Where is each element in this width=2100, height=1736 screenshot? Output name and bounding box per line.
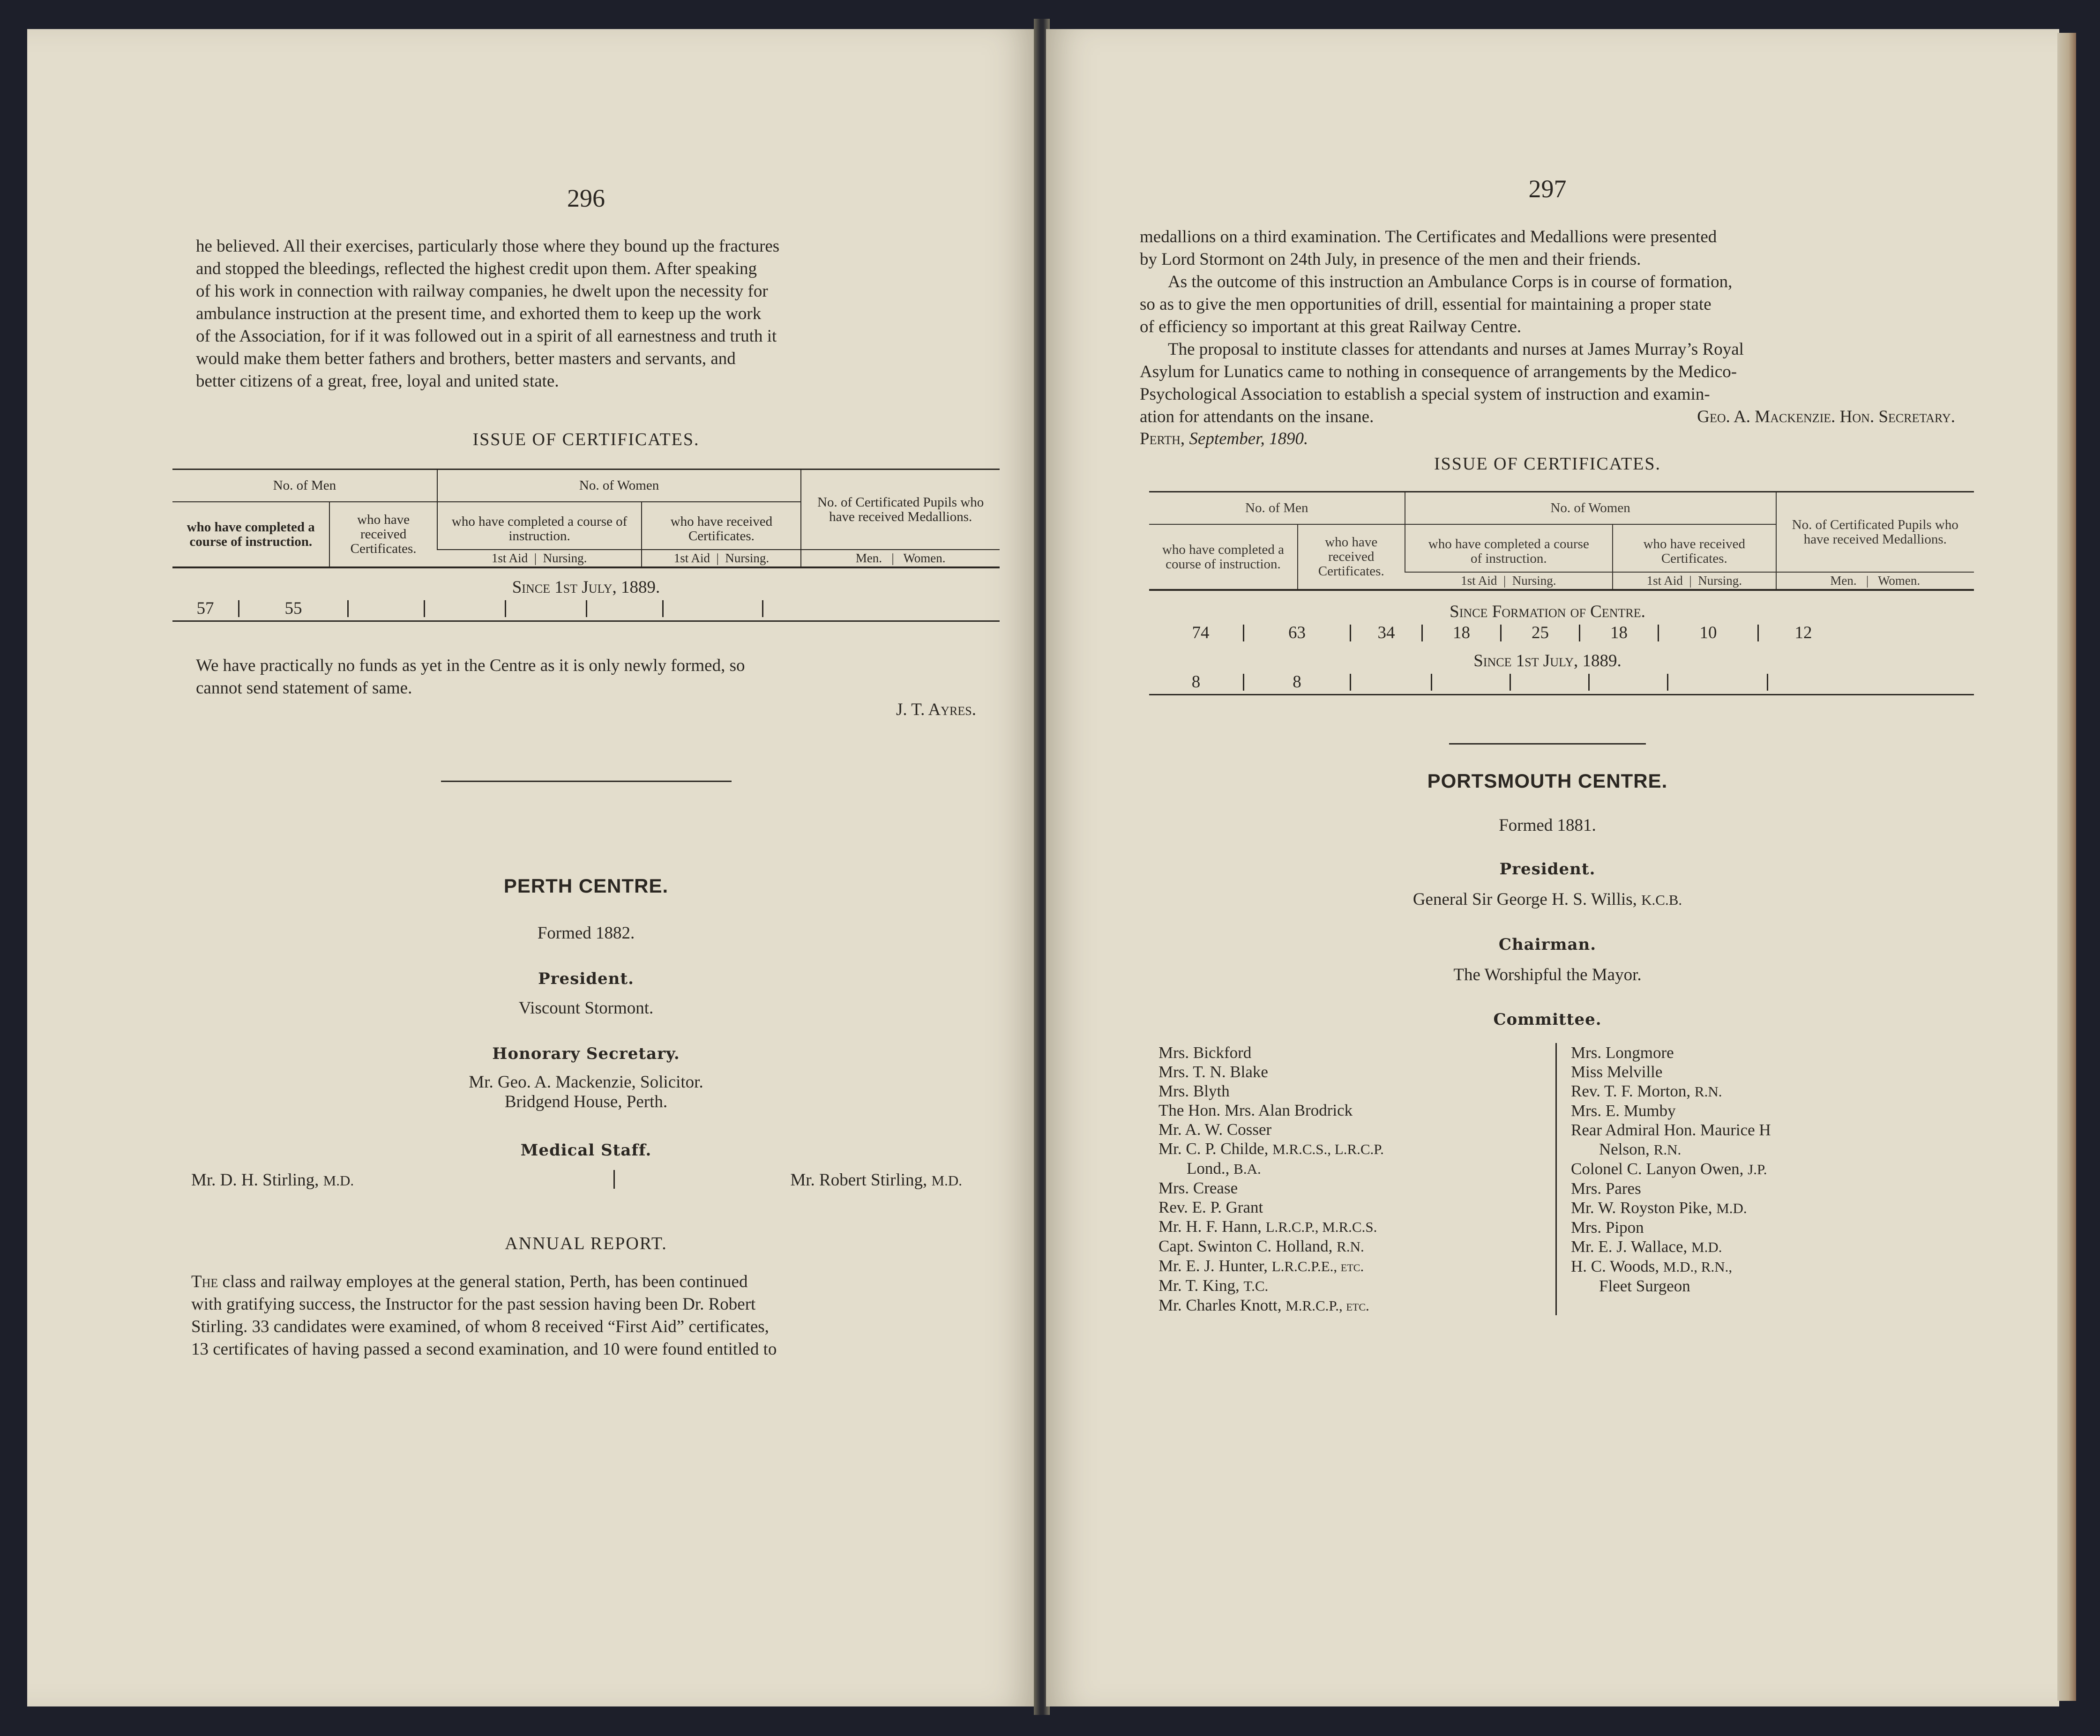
value-cell: 12 <box>1794 623 1812 642</box>
funds-paragraph <box>196 655 976 700</box>
member-qualification: L.R.C.P.E., etc. <box>1271 1258 1364 1274</box>
committee-member <box>1158 1256 1551 1276</box>
text-line: and stopped the bleedings, reflected the highest credit upon them. After speaking <box>196 259 757 278</box>
text-line: would make them better fathers and brothers, better masters and servants, and <box>196 349 736 368</box>
perth-president: Viscount Stormont. <box>518 998 654 1018</box>
since-values-row <box>172 598 1000 622</box>
member-qualification: M.D. <box>1716 1200 1747 1216</box>
committee-member <box>1158 1296 1551 1315</box>
member-qualification: J.P. <box>1748 1161 1767 1177</box>
committee-member <box>1571 1198 1955 1218</box>
value-cell: 25 <box>1532 623 1549 642</box>
committee-member <box>1571 1140 1955 1159</box>
signature-text: Geo. A. Mackenzie. Hon. Secretary. <box>1697 407 1955 426</box>
portsmouth-committee-heading: Committee. <box>1493 1010 1602 1029</box>
issue-heading: ISSUE OF CERTIFICATES. <box>1434 454 1661 474</box>
member-qualification: R.N. <box>1694 1083 1722 1100</box>
president-name: General Sir George H. S. Willis, <box>1412 890 1637 909</box>
dateline-place: Perth, <box>1140 429 1185 448</box>
committee-member <box>1571 1081 1955 1101</box>
since-values-row <box>1149 672 1974 695</box>
dateline-date: September, 1890. <box>1189 429 1308 448</box>
since-label: Since 1st July, 1889. <box>512 578 660 597</box>
page-number: 297 <box>1528 175 1567 203</box>
member-name: Rear Admiral Hon. Maurice H <box>1571 1121 1771 1139</box>
report-first-word: The <box>191 1272 218 1291</box>
member-name: Mrs. E. Mumby <box>1571 1102 1676 1120</box>
col-men-completed: who have completed a course of instruction. <box>1162 542 1284 572</box>
member-qualification: M.D., R.N., <box>1663 1259 1733 1275</box>
text-line: of the Association, for if it was followed out in a spirit of all earnestness and truth it <box>196 327 777 346</box>
member-name: Miss Melville <box>1571 1063 1663 1081</box>
committee-member <box>1571 1120 1955 1140</box>
member-name: The Hon. Mrs. Alan Brodrick <box>1158 1101 1353 1119</box>
sub-women: Women. <box>1878 574 1921 588</box>
annual-report-paragraph <box>191 1271 986 1361</box>
member-name: Fleet Surgeon <box>1599 1277 1690 1295</box>
sub-col-first-aid-nursing: 1st Aid | Nursing. <box>437 550 642 566</box>
text-line: We have practically no funds as yet in the Centre as it is only newly formed, so <box>196 656 745 675</box>
text-line: by Lord Stormont on 24th July, in presence of the men and their friends. <box>1140 250 1641 269</box>
text-line: 13 certificates of having passed a second examination, and 10 were found entitled to <box>191 1340 777 1359</box>
value-cell: 74 <box>1192 623 1210 642</box>
member-name: Mr. C. P. Childe, <box>1158 1140 1269 1158</box>
committee-member <box>1571 1218 1955 1237</box>
value-cell: 63 <box>1288 623 1306 642</box>
since-label: Since 1st July, 1889. <box>1473 651 1622 671</box>
perth-president-heading: President. <box>538 969 634 988</box>
header-women: No. of Women <box>1405 492 1776 524</box>
committee-column-left <box>1158 1043 1557 1315</box>
portsmouth-chairman: The Worshipful the Mayor. <box>1453 965 1642 984</box>
perth-formed: Formed 1882. <box>537 924 635 943</box>
text-line: ambulance instruction at the present time, and exhorted them to keep up the work <box>196 304 762 323</box>
member-qualification: R.N. <box>1337 1238 1364 1255</box>
sub-col-first-aid-nursing-2: 1st Aid | Nursing. <box>642 550 801 566</box>
sub-men: Men. <box>855 551 882 565</box>
portsmouth-chairman-heading: Chairman. <box>1498 935 1597 954</box>
dateline <box>1140 429 1955 449</box>
text-line: Stirling. 33 candidates were examined, of whom 8 received “First Aid” certificates, <box>191 1317 769 1336</box>
perth-staff-heading: Medical Staff. <box>520 1141 652 1160</box>
staff-qualification: M.D. <box>323 1172 354 1189</box>
staff-name: Mr. D. H. Stirling, <box>191 1170 319 1190</box>
text-line: cannot send statement of same. <box>196 678 412 698</box>
member-qualification: B.A. <box>1233 1161 1261 1177</box>
committee-member <box>1571 1237 1955 1257</box>
member-name: Nelson, <box>1599 1140 1650 1158</box>
committee-list <box>1158 1043 1955 1315</box>
member-name: Rev. E. P. Grant <box>1158 1198 1263 1216</box>
president-qualification: K.C.B. <box>1641 892 1682 908</box>
col-men-completed: who have completed a course of instruction. <box>187 519 315 549</box>
value-cell: 8 <box>1293 672 1301 692</box>
member-name: Capt. Swinton C. Holland, <box>1158 1237 1333 1255</box>
member-qualification: L.R.C.P., M.R.C.S. <box>1265 1219 1377 1235</box>
sub-first-aid: 1st Aid <box>491 551 528 565</box>
committee-member <box>1571 1101 1955 1120</box>
secretary-line: Mr. Geo. A. Mackenzie, Solicitor. <box>469 1073 703 1092</box>
member-name: Lond., <box>1187 1159 1230 1177</box>
formation-values-row <box>1158 623 1955 643</box>
sub-first-aid: 1st Aid <box>673 551 710 565</box>
col-women-received: who have received Certificates. <box>1613 524 1776 572</box>
perth-secretary <box>196 1073 976 1112</box>
committee-member <box>1158 1198 1551 1217</box>
value-cell: 18 <box>1610 623 1628 642</box>
committee-member <box>1158 1120 1551 1139</box>
text-line: Asylum for Lunatics came to nothing in consequence of arrangements by the Medico- <box>1140 362 1737 381</box>
committee-member <box>1571 1179 1955 1198</box>
portsmouth-centre-title: PORTSMOUTH CENTRE. <box>1427 770 1668 792</box>
text-line: medallions on a third examination. The Certificates and Medallions were presented <box>1140 227 1717 246</box>
committee-member <box>1158 1043 1551 1062</box>
signature: J. T. Ayres. <box>896 700 976 719</box>
member-name: Mr. E. J. Wallace, <box>1571 1237 1688 1256</box>
sub-col-first-aid-nursing: 1st Aid | Nursing. <box>1405 572 1613 589</box>
portsmouth-president-heading: President. <box>1499 860 1596 879</box>
committee-member <box>1571 1276 1955 1296</box>
value-cell: 10 <box>1699 623 1717 642</box>
page-edge <box>2057 33 2076 1701</box>
right-page-content <box>1140 29 1958 1315</box>
sub-col-first-aid-nursing-2: 1st Aid | Nursing. <box>1613 572 1776 589</box>
text-line: The proposal to institute classes for attendants and nurses at James Murray’s Royal <box>1168 340 1744 359</box>
member-name: Mrs. Bickford <box>1158 1043 1252 1062</box>
issue-heading: ISSUE OF CERTIFICATES. <box>472 430 700 449</box>
left-page <box>27 29 1036 1706</box>
text-line: with gratifying success, the Instructor for the past session having been Dr. Robert <box>191 1295 756 1314</box>
text-line: of his work in connection with railway companies, he dwelt upon the necessity for <box>196 282 768 301</box>
col-women-completed: who have completed a course of instruction. <box>437 502 642 550</box>
committee-member <box>1158 1217 1551 1237</box>
member-name: Mrs. Longmore <box>1571 1043 1674 1062</box>
text-line <box>191 1271 986 1293</box>
member-name: Mrs. T. N. Blake <box>1158 1063 1268 1081</box>
member-qualification: T.C. <box>1243 1278 1269 1294</box>
sub-women: Women. <box>903 551 946 565</box>
member-name: Mrs. Blyth <box>1158 1082 1230 1100</box>
member-name: Mr. T. King, <box>1158 1276 1240 1295</box>
text-segment: class and railway employes at the general station, Perth, has been continued <box>218 1272 748 1291</box>
divider <box>441 781 732 782</box>
value-cell: 34 <box>1377 623 1395 642</box>
text-line: of efficiency so important at this great Railway Centre. <box>1140 317 1522 336</box>
sub-nursing: Nursing. <box>1512 574 1556 588</box>
sub-nursing: Nursing. <box>1698 574 1742 588</box>
member-qualification: R.N. <box>1653 1141 1681 1158</box>
certificate-table <box>1149 491 1974 591</box>
member-name: Mr. Charles Knott, <box>1158 1296 1282 1314</box>
right-page <box>1046 29 2059 1706</box>
text-line: he believed. All their exercises, particularly those where they bound up the fractures <box>196 237 780 256</box>
portsmouth-president <box>1140 889 1955 911</box>
member-name: Mr. H. F. Hann, <box>1158 1217 1262 1236</box>
header-medallions: No. of Certificated Pupils who have received Medallions. <box>1776 492 1974 572</box>
committee-member <box>1158 1159 1551 1178</box>
text-line: better citizens of a great, free, loyal and united state. <box>196 372 559 391</box>
staff-qualification: M.D. <box>931 1172 962 1189</box>
left-page-content <box>187 29 984 1361</box>
committee-member <box>1158 1101 1551 1120</box>
value-cell: 8 <box>1191 672 1201 692</box>
text-line: so as to give the men opportunities of drill, essential for maintaining a proper state <box>1140 295 1711 314</box>
committee-member <box>1158 1276 1551 1296</box>
sub-nursing: Nursing. <box>725 551 770 565</box>
sub-first-aid: 1st Aid <box>1646 574 1683 588</box>
header-men: No. of Men <box>1149 492 1405 524</box>
staff-name: Mr. Robert Stirling, <box>790 1170 927 1190</box>
member-name: Mrs. Pares <box>1571 1179 1641 1198</box>
annual-report-heading: ANNUAL REPORT. <box>505 1234 667 1253</box>
col-women-completed: who have completed a course of instruction. <box>1405 524 1613 572</box>
committee-member <box>1158 1237 1551 1256</box>
perth-staff <box>191 1170 976 1190</box>
text-line: Psychological Association to establish a special system of instruction and examin- <box>1140 385 1710 404</box>
certificate-table <box>172 469 1000 568</box>
header-women: No. of Women <box>437 470 801 502</box>
member-qualification: M.D. <box>1691 1239 1722 1255</box>
sub-col-men-women: Men. | Women. <box>801 550 1000 566</box>
intro-paragraph <box>196 235 976 393</box>
text-line: As the outcome of this instruction an Ambulance Corps is in course of formation, <box>1168 272 1733 291</box>
committee-member <box>1158 1139 1551 1159</box>
staff-member <box>191 1170 354 1190</box>
member-name: Colonel C. Lanyon Owen, <box>1571 1160 1744 1178</box>
sub-nursing: Nursing. <box>543 551 587 565</box>
member-name: Mrs. Crease <box>1158 1179 1238 1197</box>
committee-member <box>1158 1178 1551 1198</box>
divider <box>1449 743 1646 745</box>
member-name: Mr. W. Royston Pike, <box>1571 1199 1712 1217</box>
value-cell: 57 <box>196 599 214 618</box>
col-men-received: who have received Certificates. <box>1298 524 1405 589</box>
member-name: Mr. E. J. Hunter, <box>1158 1257 1268 1275</box>
col-men-received: who have received Certificates. <box>329 502 437 566</box>
secretary-line: Bridgend House, Perth. <box>504 1092 668 1111</box>
formation-label: Since Formation of Centre. <box>1450 602 1645 621</box>
continuation-paragraph <box>1140 226 1955 428</box>
col-women-received: who have received Certificates. <box>642 502 801 550</box>
perth-secretary-heading: Honorary Secretary. <box>492 1044 680 1063</box>
committee-member <box>1571 1043 1955 1062</box>
sub-men: Men. <box>1830 574 1857 588</box>
page-number: 296 <box>567 184 605 212</box>
committee-member <box>1158 1081 1551 1101</box>
member-name: Mrs. Pipon <box>1571 1218 1644 1237</box>
staff-member <box>790 1170 962 1190</box>
header-medallions: No. of Certificated Pupils who have received Medallions. <box>801 470 1000 550</box>
text-line: ation for attendants on the insane. <box>1140 407 1374 426</box>
portsmouth-formed: Formed 1881. <box>1499 816 1596 835</box>
member-qualification: M.R.C.P., etc. <box>1285 1297 1369 1314</box>
header-men: No. of Men <box>172 470 437 502</box>
committee-member <box>1571 1159 1955 1179</box>
member-name: H. C. Woods, <box>1571 1257 1659 1275</box>
member-qualification: M.R.C.S., L.R.C.P. <box>1272 1141 1384 1157</box>
sub-col-men-women: Men. | Women. <box>1776 572 1974 589</box>
value-cell: 18 <box>1453 623 1470 642</box>
member-name: Mr. A. W. Cosser <box>1158 1120 1272 1139</box>
committee-member <box>1571 1062 1955 1081</box>
member-name: Rev. T. F. Morton, <box>1571 1082 1691 1100</box>
perth-centre-title: PERTH CENTRE. <box>503 875 669 897</box>
committee-member <box>1571 1257 1955 1276</box>
committee-column-right <box>1557 1043 1955 1315</box>
staff-separator <box>613 1170 615 1189</box>
value-cell: 55 <box>284 599 302 618</box>
sub-first-aid: 1st Aid <box>1461 574 1497 588</box>
committee-member <box>1158 1062 1551 1081</box>
